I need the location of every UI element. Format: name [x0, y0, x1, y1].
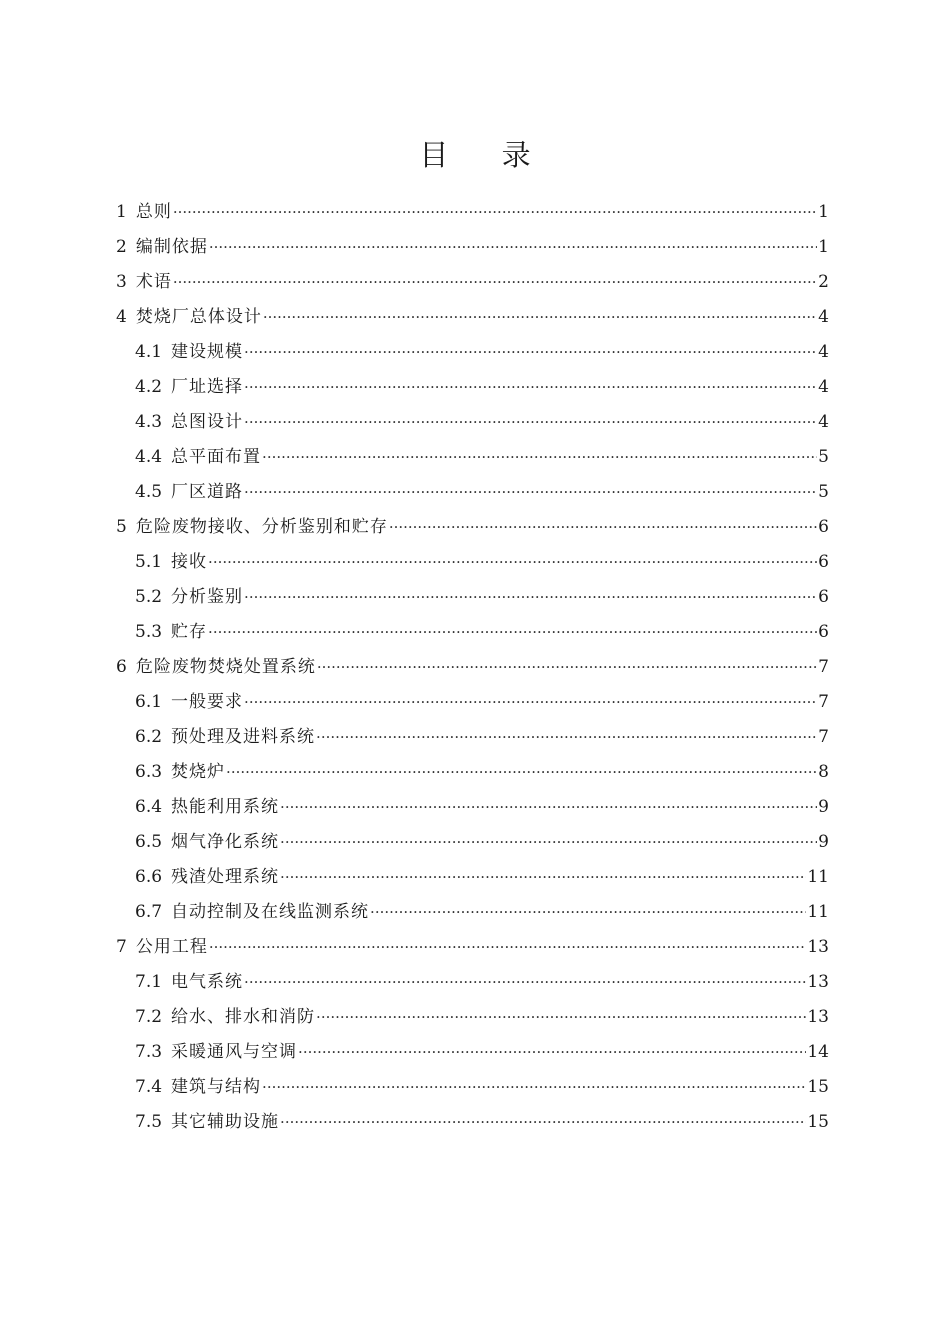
toc-entry-page-number: 7: [818, 692, 829, 712]
dot-leader: [244, 475, 817, 510]
toc-entry-page-number: 6: [818, 552, 829, 572]
toc-entry-page-number: 7: [818, 727, 829, 747]
toc-entry-page-number: 9: [818, 797, 829, 817]
toc-entry[interactable]: [116, 230, 829, 265]
toc-entry-label: 术语: [135, 272, 172, 292]
toc-entry[interactable]: [116, 965, 829, 1000]
dot-leader: [280, 860, 806, 895]
toc-entry-number: 6: [116, 657, 127, 677]
toc-entry[interactable]: [116, 265, 829, 300]
toc-entry-label: 自动控制及在线监测系统: [171, 902, 370, 922]
toc-entry-number: 4.4: [135, 447, 163, 467]
toc-entry[interactable]: [116, 825, 829, 860]
toc-entry-number: 6.4: [135, 797, 163, 817]
toc-entry-page-number: 14: [807, 1042, 829, 1062]
dot-leader: [280, 790, 817, 825]
toc-entry[interactable]: [116, 650, 829, 685]
toc-entry-number: 5: [116, 517, 127, 537]
dot-leader: [317, 650, 817, 685]
toc-entry-number: 1: [116, 202, 127, 222]
toc-entry-label: 公用工程: [135, 937, 208, 957]
toc-entry[interactable]: [116, 895, 829, 930]
toc-entry[interactable]: [116, 510, 829, 545]
toc-entry-page-number: 4: [818, 342, 829, 362]
toc-entry-page-number: 7: [818, 657, 829, 677]
toc-entry-label: 残渣处理系统: [171, 867, 280, 887]
toc-entry-page-number: 1: [818, 237, 829, 257]
dot-leader: [244, 580, 817, 615]
toc-entry[interactable]: [116, 790, 829, 825]
toc-entry-label: 其它辅助设施: [171, 1112, 280, 1132]
toc-entry-label: 危险废物接收、分析鉴别和贮存: [135, 517, 388, 537]
toc-entry-label: 接收: [171, 552, 208, 572]
toc-entry[interactable]: [116, 685, 829, 720]
dot-leader: [262, 1070, 806, 1105]
toc-entry-page-number: 9: [818, 832, 829, 852]
toc-entry-label: 建设规模: [171, 342, 244, 362]
toc-entry-number: 3: [116, 272, 127, 292]
toc-entry-page-number: 5: [818, 447, 829, 467]
toc-entry-label: 烟气净化系统: [171, 832, 280, 852]
toc-entry[interactable]: [116, 545, 829, 580]
dot-leader: [208, 545, 817, 580]
toc-entry-number: 6.6: [135, 867, 163, 887]
dot-leader: [316, 720, 817, 755]
dot-leader: [244, 335, 817, 370]
toc-entry-label: 总平面布置: [171, 447, 262, 467]
toc-entry-number: 4: [116, 307, 127, 327]
toc-entry[interactable]: [116, 195, 829, 230]
toc-entry-number: 2: [116, 237, 127, 257]
dot-leader: [173, 265, 817, 300]
toc-entry-label: 焚烧炉: [171, 762, 226, 782]
toc-entry-page-number: 13: [807, 937, 829, 957]
toc-entry-label: 电气系统: [171, 972, 244, 992]
toc-entry-number: 6.5: [135, 832, 163, 852]
toc-entry[interactable]: [116, 405, 829, 440]
toc-entry-label: 建筑与结构: [171, 1077, 262, 1097]
toc-entry-label: 总图设计: [171, 412, 244, 432]
toc-entry-number: 7.1: [135, 972, 163, 992]
toc-entry-label: 预处理及进料系统: [171, 727, 316, 747]
toc-entry-number: 4.3: [135, 412, 163, 432]
toc-entry[interactable]: [116, 300, 829, 335]
toc-entry-number: 4.5: [135, 482, 163, 502]
toc-entry-number: 6.7: [135, 902, 163, 922]
dot-leader: [280, 825, 817, 860]
dot-leader: [263, 300, 817, 335]
toc-entry-page-number: 5: [818, 482, 829, 502]
toc-entry-number: 6.3: [135, 762, 163, 782]
toc-entry-number: 5.3: [135, 622, 163, 642]
toc-entry-number: 4.1: [135, 342, 163, 362]
toc-entry[interactable]: [116, 930, 829, 965]
toc-entry[interactable]: [116, 1000, 829, 1035]
toc-entry-page-number: 15: [807, 1077, 829, 1097]
toc-entry-page-number: 13: [807, 972, 829, 992]
toc-entry-page-number: 8: [818, 762, 829, 782]
toc-entry-number: 7.5: [135, 1112, 163, 1132]
toc-entry-page-number: 4: [818, 377, 829, 397]
dot-leader: [209, 930, 807, 965]
toc-entry-page-number: 6: [818, 587, 829, 607]
toc-entry-label: 分析鉴别: [171, 587, 244, 607]
dot-leader: [244, 965, 806, 1000]
toc-entry-number: 7.3: [135, 1042, 163, 1062]
toc-entry[interactable]: [116, 580, 829, 615]
toc-entry-label: 总则: [135, 202, 172, 222]
toc-entry-label: 编制依据: [135, 237, 208, 257]
toc-entry-label: 热能利用系统: [171, 797, 280, 817]
dot-leader: [389, 510, 817, 545]
toc-entry-label: 采暖通风与空调: [171, 1042, 298, 1062]
dot-leader: [370, 895, 806, 930]
toc-entry-page-number: 4: [818, 412, 829, 432]
dot-leader: [244, 685, 817, 720]
dot-leader: [173, 195, 817, 230]
toc-entry-page-number: 6: [818, 622, 829, 642]
dot-leader: [209, 230, 817, 265]
toc-entry-label: 焚烧厂总体设计: [135, 307, 262, 327]
dot-leader: [262, 440, 817, 475]
toc-entry[interactable]: [116, 1070, 829, 1105]
dot-leader: [208, 615, 817, 650]
toc-entry[interactable]: [116, 860, 829, 895]
toc-entry[interactable]: [116, 720, 829, 755]
toc-entry-label: 一般要求: [171, 692, 244, 712]
toc-entry-page-number: 2: [818, 272, 829, 292]
toc-entry-label: 厂区道路: [171, 482, 244, 502]
toc-entry-label: 厂址选择: [171, 377, 244, 397]
toc-entry-number: 6.2: [135, 727, 163, 747]
table-of-contents: [116, 195, 829, 1140]
toc-entry-number: 5.1: [135, 552, 163, 572]
dot-leader: [226, 755, 817, 790]
toc-entry[interactable]: [116, 1035, 829, 1070]
toc-entry[interactable]: [116, 1105, 829, 1140]
toc-entry-number: 4.2: [135, 377, 163, 397]
toc-entry-page-number: 15: [807, 1112, 829, 1132]
dot-leader: [280, 1105, 806, 1140]
toc-entry-label: 危险废物焚烧处置系统: [135, 657, 316, 677]
toc-entry-number: 7.2: [135, 1007, 163, 1027]
dot-leader: [244, 370, 817, 405]
toc-entry-page-number: 13: [807, 1007, 829, 1027]
toc-entry-number: 7.4: [135, 1077, 163, 1097]
toc-entry-label: 贮存: [171, 622, 208, 642]
dot-leader: [316, 1000, 806, 1035]
toc-entry[interactable]: [116, 440, 829, 475]
toc-entry[interactable]: [116, 615, 829, 650]
toc-entry[interactable]: [116, 475, 829, 510]
toc-entry-number: 5.2: [135, 587, 163, 607]
toc-entry-number: 6.1: [135, 692, 163, 712]
toc-entry-page-number: 11: [807, 867, 829, 887]
toc-entry-page-number: 11: [807, 902, 829, 922]
toc-entry[interactable]: [116, 755, 829, 790]
page-title: 目 录: [419, 138, 553, 173]
toc-entry[interactable]: [116, 370, 829, 405]
toc-entry-page-number: 1: [818, 202, 829, 222]
toc-entry-page-number: 6: [818, 517, 829, 537]
dot-leader: [298, 1035, 806, 1070]
toc-entry[interactable]: [116, 335, 829, 370]
toc-entry-number: 7: [116, 937, 127, 957]
toc-entry-page-number: 4: [818, 307, 829, 327]
dot-leader: [244, 405, 817, 440]
toc-entry-label: 给水、排水和消防: [171, 1007, 316, 1027]
